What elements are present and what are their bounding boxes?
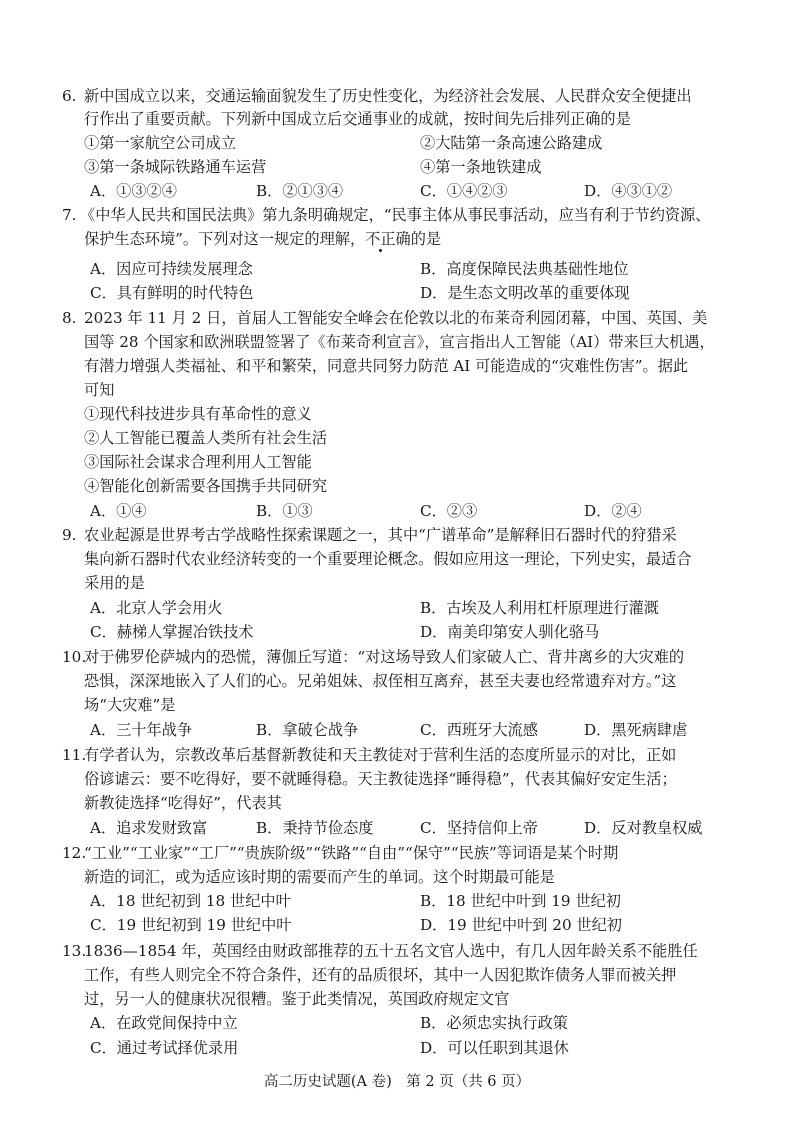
answer-option: C．赫梯人掌握冶铁技术 bbox=[90, 623, 254, 641]
answer-option: D．南美印第安人驯化骆马 bbox=[420, 623, 600, 641]
answer-option: C．19 世纪初到 19 世纪中叶 bbox=[90, 916, 292, 934]
answer-option: B．必须忠实执行政策 bbox=[420, 1014, 568, 1032]
statement-item: ④智能化创新需要各国携手共同研究 bbox=[84, 477, 327, 495]
statement-item: ②人工智能已覆盖人类所有社会生活 bbox=[84, 429, 327, 447]
question-stem-line: 可知 bbox=[84, 381, 115, 399]
answer-option: B．①③ bbox=[256, 502, 313, 520]
question-stem-line: 农业起源是世界考古学战略性探索课题之一，其中“广谱革命”是解释旧石器时代的狩猎采 bbox=[84, 526, 677, 544]
question-stem-line: 《中华人民共和国民法典》第九条明确规定，“民事主体从事民事活动，应当有利于节约资源、 bbox=[80, 206, 711, 224]
question-number: 12. bbox=[62, 844, 87, 862]
question-number: 13. bbox=[62, 942, 87, 960]
answer-option: A．①③②④ bbox=[90, 182, 177, 200]
answer-option: D．反对教皇权威 bbox=[584, 819, 703, 837]
answer-option: B．古埃及人利用杠杆原理进行灌溉 bbox=[420, 599, 659, 617]
question-number: 9. bbox=[62, 526, 77, 544]
question-stem-line: 采用的是 bbox=[84, 574, 145, 592]
question-stem-line: 国等 28 个国家和欧洲联盟签署了《布莱奇利宣言》，宣言指出人工智能（AI）带来巨大机遇， bbox=[84, 333, 715, 351]
question-stem-line: 新造的词汇，或为适应该时期的需要而产生的单词。这个时期最可能是 bbox=[84, 868, 555, 886]
answer-option: C．通过考试择优录用 bbox=[90, 1039, 239, 1057]
question-stem-line: 2023 年 11 月 2 日，首届人工智能安全峰会在伦敦以北的布莱奇利园闭幕，中国、英国、美 bbox=[84, 309, 708, 327]
answer-option: A．三十年战争 bbox=[90, 721, 193, 739]
answer-option: C．①④②③ bbox=[420, 182, 508, 200]
answer-option: C．坚持信仰上帝 bbox=[420, 819, 538, 837]
answer-option: B．拿破仑战争 bbox=[256, 721, 359, 739]
question-stem-line: “工业”“工业家”“工厂”“贵族阶级”“铁路”“自由”“保守”“民族”等词语是某个时期 bbox=[84, 844, 619, 862]
question-stem-line: 对于佛罗伦萨城内的恐慌，薄伽丘写道：“对这场导致人们家破人亡、背井离乡的大灾难的 bbox=[84, 648, 685, 666]
answer-option: D．②④ bbox=[584, 502, 642, 520]
answer-option: A．①④ bbox=[90, 502, 147, 520]
question-number: 11. bbox=[62, 746, 87, 764]
answer-option: D．④③①② bbox=[584, 182, 673, 200]
page-footer: 高二历史试题(A 卷) 第 2 页（共 6 页） bbox=[263, 1074, 531, 1090]
statement-item: ①现代科技进步具有革命性的意义 bbox=[84, 405, 312, 423]
question-stem-line: 恐惧，深深地嵌入了人们的心。兄弟姐妹、叔侄相互离弃，甚至夫妻也经常遗弃对方。”这 bbox=[84, 672, 677, 690]
answer-option: A．追求发财致富 bbox=[90, 819, 208, 837]
question-stem-line: 新教徒选择“吃得好”，代表其 bbox=[84, 794, 282, 812]
question-stem-line: 有学者认为，宗教改革后基督新教徒和天主教徒对于营利生活的态度所显示的对比，正如 bbox=[84, 746, 677, 764]
answer-option: C．具有鲜明的时代特色 bbox=[90, 284, 254, 302]
answer-option: B．②①③④ bbox=[256, 182, 344, 200]
answer-option: B．秉持节俭态度 bbox=[256, 819, 374, 837]
question-stem-line: 保护生态环境”。下列对这一规定的理解，不正确的是 bbox=[84, 230, 442, 248]
answer-option: C．西班牙大流感 bbox=[420, 721, 538, 739]
question-number: 6. bbox=[62, 87, 77, 105]
answer-option: A．18 世纪初到 18 世纪中叶 bbox=[90, 892, 291, 910]
answer-option: B．高度保障民法典基础性地位 bbox=[420, 260, 629, 278]
statement-item: ①第一家航空公司成立 bbox=[84, 134, 236, 152]
answer-option: A．北京人学会用火 bbox=[90, 599, 223, 617]
answer-option: B．18 世纪中叶到 19 世纪初 bbox=[420, 892, 621, 910]
answer-option: D．19 世纪中叶到 20 世纪初 bbox=[420, 916, 622, 934]
emphasis-text: 不正 bbox=[365, 230, 396, 248]
question-stem-line: 过，另一人的健康状况很糟。鉴于此类情况，英国政府规定文官 bbox=[84, 990, 510, 1008]
question-number: 8. bbox=[62, 309, 77, 327]
question-stem-line: 1836—1854 年，英国经由财政部推荐的五十五名文官人选中，有几人因年龄关系不能胜任 bbox=[84, 942, 698, 960]
question-stem-line: 新中国成立以来，交通运输面貌发生了历史性变化，为经济社会发展、人民群众安全便捷出 bbox=[84, 87, 692, 105]
answer-option: A．因应可持续发展理念 bbox=[90, 260, 253, 278]
question-stem-line: 场“大灾难”是 bbox=[84, 696, 176, 714]
question-number: 7. bbox=[62, 206, 77, 224]
question-stem-line: 有潜力增强人类福祉、和平和繁荣，同意共同努力防范 AI 可能造成的“灾难性伤害”。据此 bbox=[84, 357, 689, 375]
statement-item: ③第一条城际铁路通车运营 bbox=[84, 158, 267, 176]
question-stem-line: 集向新石器时代农业经济转变的一个重要理论概念。假如应用这一理论，下列史实，最适合 bbox=[84, 550, 692, 568]
answer-option: A．在政党间保持中立 bbox=[90, 1014, 238, 1032]
answer-option: D．是生态文明改革的重要体现 bbox=[420, 284, 630, 302]
question-stem-line: 行作出了重要贡献。下列新中国成立后交通事业的成就，按时间先后排列正确的是 bbox=[84, 110, 631, 128]
answer-option: C．②③ bbox=[420, 502, 478, 520]
statement-item: ④第一条地铁建成 bbox=[420, 158, 542, 176]
statement-item: ②大陆第一条高速公路建成 bbox=[420, 134, 603, 152]
question-stem-line: 工作，有些人则完全不符合条件，还有的品质很坏，其中一人因犯欺诈债务人罪而被关押 bbox=[84, 966, 677, 984]
question-number: 10. bbox=[62, 648, 87, 666]
answer-option: D．黑死病肆虐 bbox=[584, 721, 688, 739]
statement-item: ③国际社会谋求合理利用人工智能 bbox=[84, 453, 312, 471]
question-stem-line: 俗谚谑云：要不吃得好，要不就睡得稳。天主教徒选择“睡得稳”，代表其偏好安定生活； bbox=[84, 770, 677, 788]
answer-option: D．可以任职到其退休 bbox=[420, 1039, 569, 1057]
